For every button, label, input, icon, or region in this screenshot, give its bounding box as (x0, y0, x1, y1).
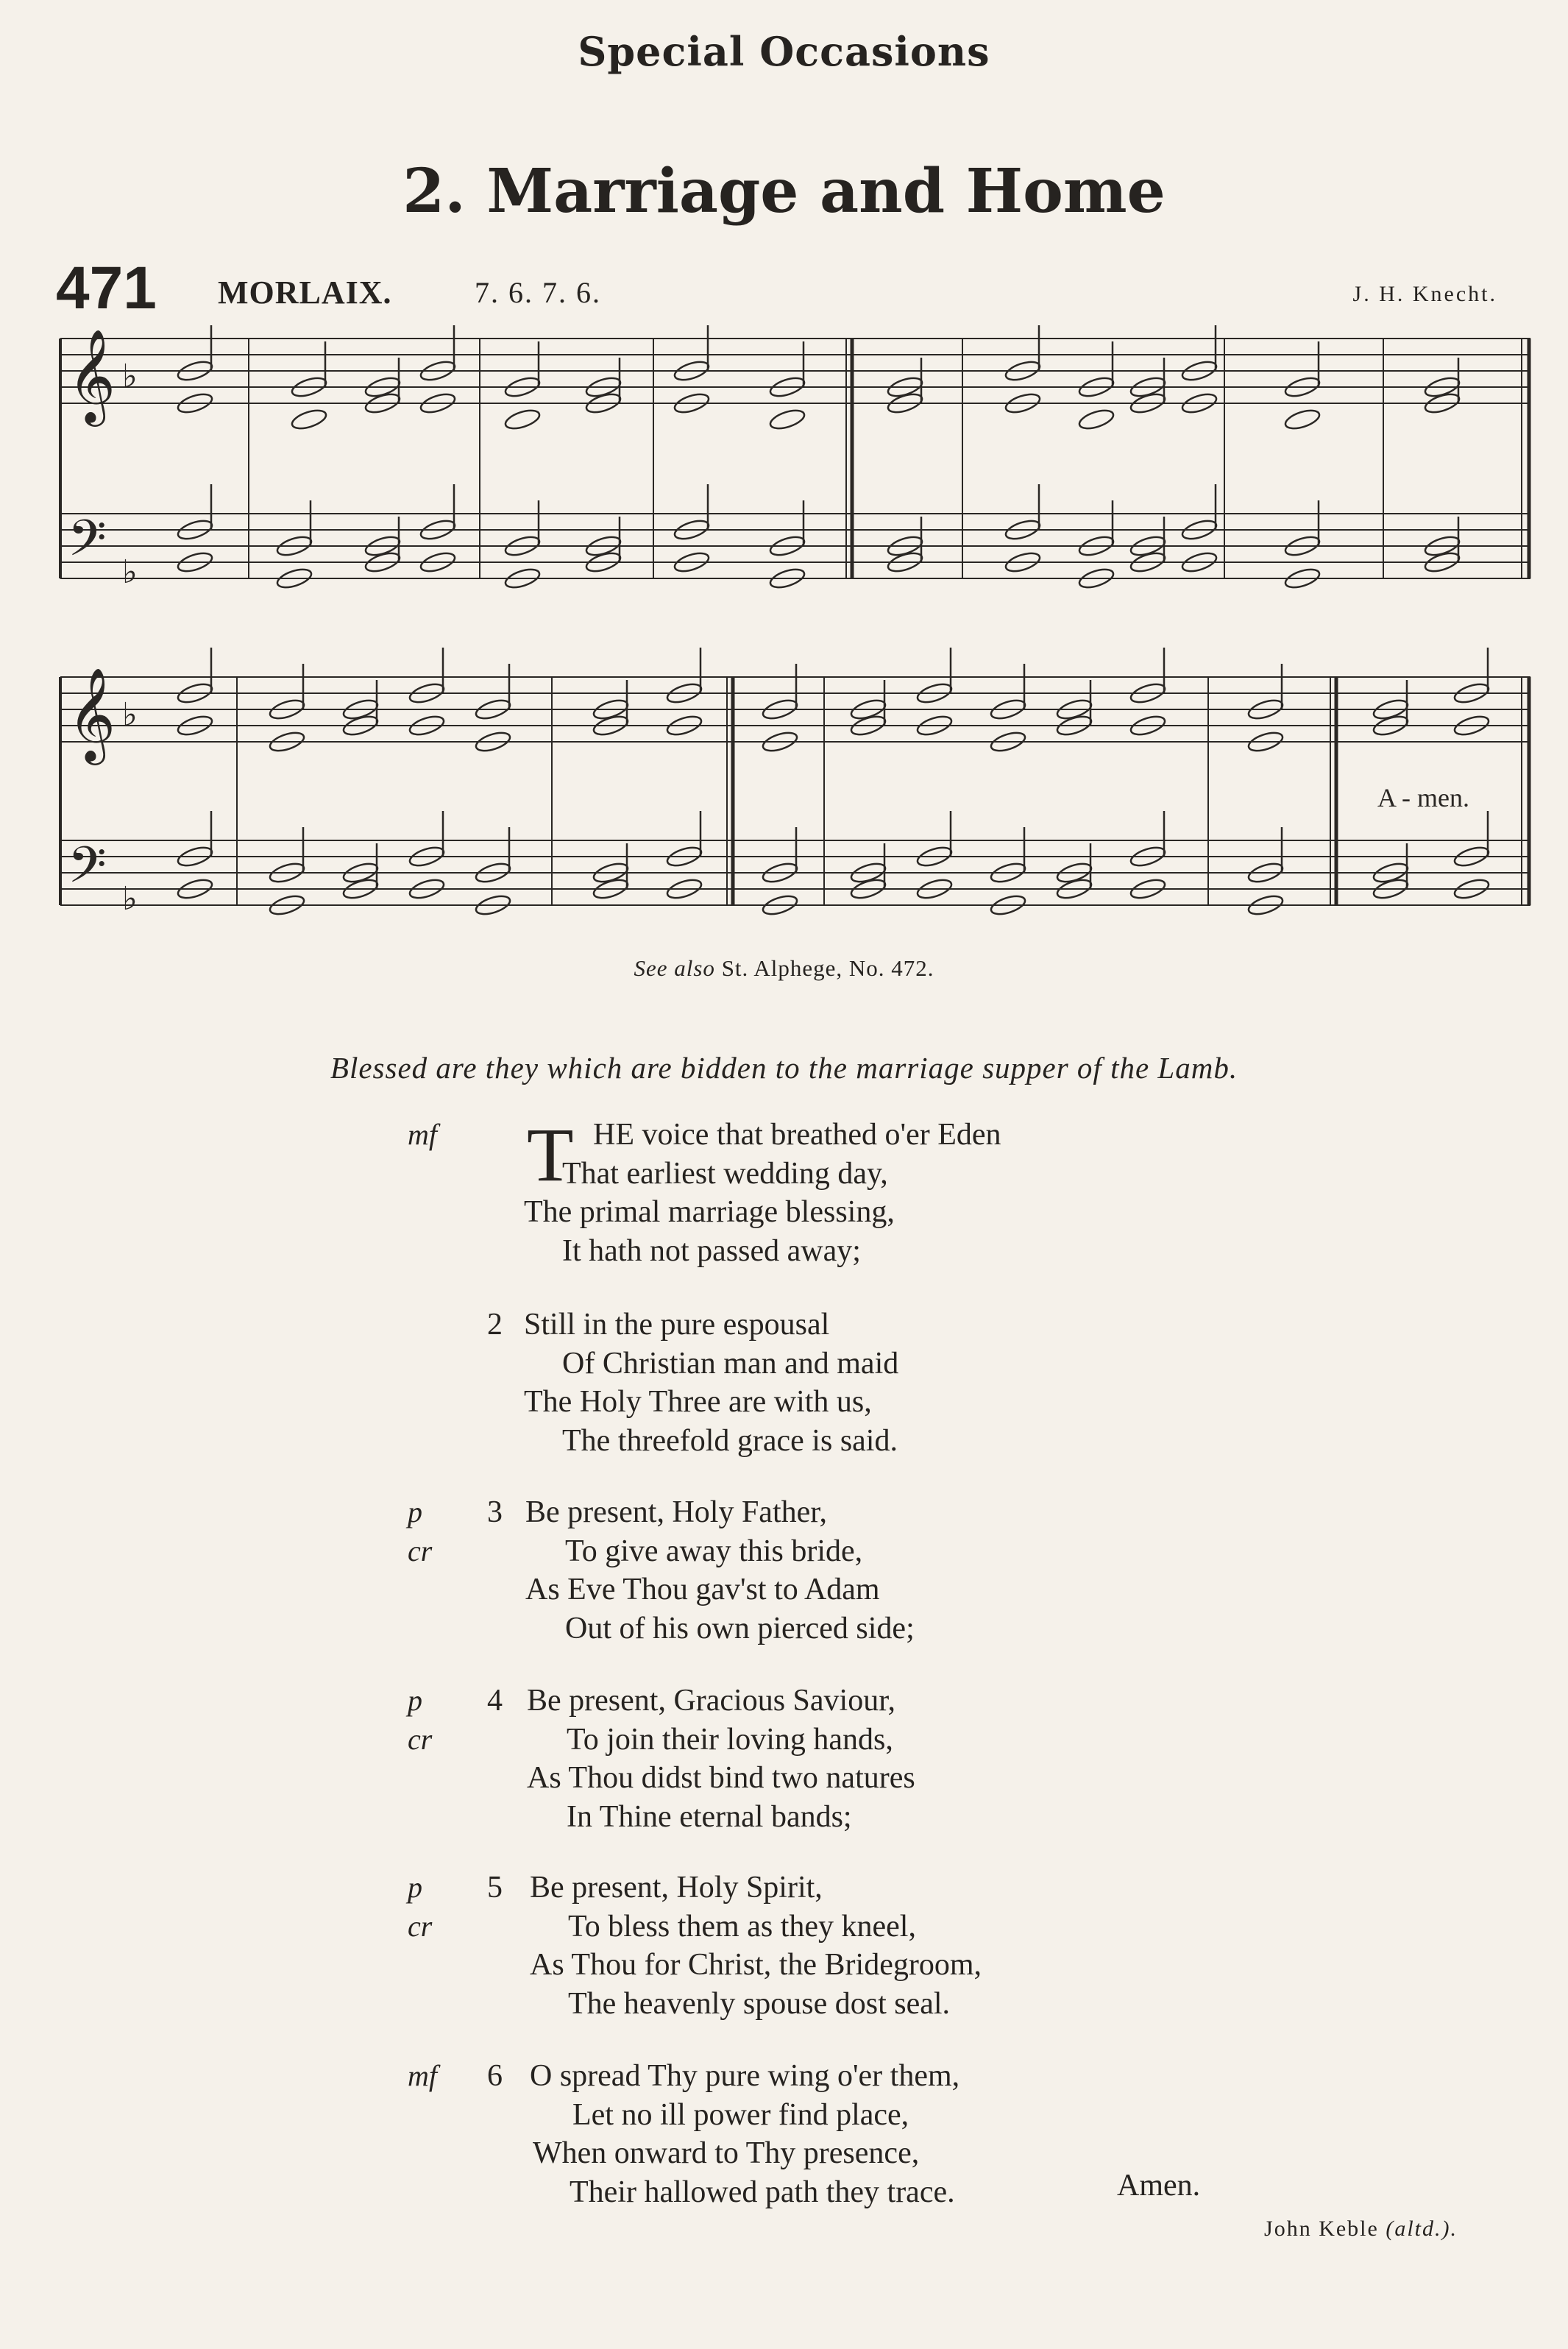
verse-line: As Thou didst bind two natures (527, 1761, 915, 1795)
verse-line: Still in the pure espousal (524, 1308, 830, 1342)
verse-line: As Thou for Christ, the Bridegroom, (530, 1948, 982, 1982)
verse-number: 3 (487, 1495, 503, 1529)
verse-number: 4 (487, 1684, 503, 1718)
tune-name: MORLAIX. (218, 274, 392, 311)
svg-text:♭: ♭ (122, 880, 138, 918)
svg-text:♭: ♭ (122, 553, 138, 591)
meter: 7. 6. 7. 6. (475, 276, 601, 309)
verse-line: Out of his own pierced side; (565, 1611, 915, 1645)
verse-line: The heavenly spouse dost seal. (568, 1986, 951, 2021)
verse-line: As Eve Thou gav'st to Adam (525, 1573, 880, 1606)
see-also-prefix: See also (634, 955, 715, 981)
dynamic-marking: p (408, 1871, 422, 1904)
verse-line: To bless them as they kneel, (568, 1909, 916, 1944)
hymn-number: 471 (56, 255, 157, 322)
dynamic-marking: cr (408, 1722, 433, 1756)
note-head (1283, 407, 1322, 432)
verse-line: The primal marriage blessing, (524, 1195, 895, 1229)
dynamic-marking: mf (408, 2059, 437, 2092)
verse-line: That earliest wedding day, (562, 1156, 888, 1191)
bass-clef-icon: 𝄢 (68, 510, 107, 580)
verse-number: 5 (487, 1871, 503, 1905)
composer: J. H. Knecht. (1352, 282, 1497, 306)
system-1 (60, 339, 1530, 578)
drop-cap: T (527, 1113, 574, 1197)
note-head (503, 407, 542, 432)
note-head (1077, 407, 1115, 432)
section-title: Special Occasions (578, 28, 990, 75)
subsection-title: 2. Marriage and Home (402, 156, 1166, 227)
note-head (768, 407, 806, 432)
treble-clef-icon: 𝄞 (68, 328, 116, 422)
amen-final: Amen. (1117, 2169, 1201, 2203)
verse-line: Their hallowed path they trace. (570, 2175, 955, 2209)
verse-number: 6 (487, 2059, 503, 2093)
verse-line: In Thine eternal bands; (567, 1799, 852, 1834)
verse-line: It hath not passed away; (562, 1233, 861, 1268)
treble-clef-icon: 𝄞 (68, 667, 116, 761)
svg-text:♭: ♭ (122, 696, 138, 734)
svg-text:♭: ♭ (122, 358, 138, 395)
verse-line: HE voice that breathed o'er Eden (593, 1118, 1001, 1152)
verse-line: O spread Thy pure wing o'er them, (530, 2059, 960, 2093)
verse-line: Be present, Holy Father, (525, 1495, 828, 1529)
verse-line: The threefold grace is said. (562, 1423, 898, 1458)
dynamic-marking: p (408, 1684, 422, 1717)
verse-line: To join their loving hands, (567, 1722, 893, 1757)
note-head (290, 407, 328, 432)
verse-line: To give away this bride, (565, 1534, 863, 1568)
verse-line: The Holy Three are with us, (524, 1385, 872, 1419)
author-name: John Keble (1264, 2217, 1379, 2241)
dynamic-marking: cr (408, 1534, 433, 1567)
verse-line: Be present, Holy Spirit, (530, 1871, 823, 1905)
verse-line: Be present, Gracious Saviour, (527, 1684, 896, 1718)
verse-line: Let no ill power find place, (572, 2097, 909, 2132)
see-also-ref: St. Alphege, No. 472. (721, 955, 934, 981)
verse-line: Of Christian man and maid (562, 1346, 899, 1381)
dynamic-marking: mf (408, 1118, 437, 1151)
amen-label: A - men. (1377, 783, 1469, 812)
bass-clef-icon: 𝄢 (68, 837, 107, 907)
epigraph: Blessed are they which are bidden to the marriage supper of the Lamb. (330, 1051, 1238, 1085)
dynamic-marking: p (408, 1495, 422, 1528)
verse-number: 2 (487, 1308, 503, 1342)
music-score (52, 316, 1538, 927)
author-credit (1264, 2217, 1458, 2242)
see-also-note (0, 955, 1568, 982)
verse-line: When onward to Thy presence, (533, 2136, 920, 2170)
dynamic-marking: cr (408, 1909, 433, 1943)
author-note: (altd.). (1386, 2217, 1458, 2241)
